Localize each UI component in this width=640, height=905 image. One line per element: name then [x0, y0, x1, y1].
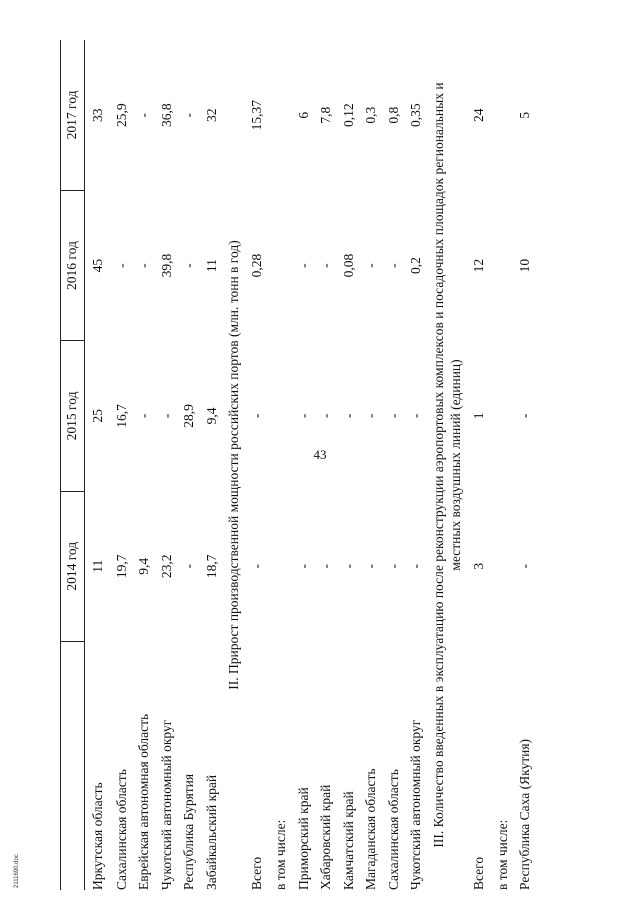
header-year-2017: 2017 год — [61, 40, 85, 190]
row-value: - — [340, 564, 356, 569]
row-name: Магаданская область — [363, 768, 378, 890]
row-name: Камчатский край — [340, 791, 356, 890]
section-heading-row — [223, 40, 244, 890]
row-name: в том числе: — [494, 819, 510, 890]
row-name: Республика Саха (Якутия) — [517, 738, 532, 890]
row-name: Иркутская область — [89, 782, 105, 890]
row-value: 0,12 — [340, 103, 356, 128]
row-value: - — [385, 564, 401, 569]
row-value: - — [136, 413, 151, 419]
row-value: 33 — [89, 108, 105, 122]
row-value: 11 — [89, 559, 105, 573]
row-value: - — [136, 263, 151, 268]
row-value — [492, 491, 515, 641]
row-value: - — [340, 413, 356, 419]
row-value: - — [181, 112, 196, 118]
row-value: - — [363, 413, 378, 419]
row-name: Сахалинская область — [113, 769, 129, 890]
row-value: - — [385, 263, 401, 268]
row-value: 3 — [470, 562, 486, 570]
row-name: Хабаровский край — [318, 784, 333, 890]
row-name: Забайкальский край — [203, 774, 219, 890]
row-name: в том числе: — [273, 819, 288, 890]
page-number: 43 — [313, 447, 327, 462]
row-value: 9,4 — [203, 407, 219, 425]
row-value: 15,37 — [249, 100, 264, 131]
row-name: Еврейская автономная область — [136, 713, 151, 890]
header-row — [61, 40, 85, 890]
row-name: Чукотский автономный округ — [408, 719, 423, 890]
row-value: 10 — [517, 258, 532, 273]
row-name: Чукотский автономный округ — [158, 719, 174, 890]
row-value: 19,7 — [113, 554, 129, 579]
row-value: - — [363, 564, 378, 569]
footer-document-code: 2111690.doc — [14, 854, 20, 888]
row-value — [270, 190, 293, 340]
row-value: - — [181, 564, 196, 569]
row-value: 12 — [470, 258, 486, 273]
row-value: 5 — [517, 111, 532, 119]
row-name: Сахалинская область — [385, 769, 401, 890]
row-value: 24 — [470, 108, 486, 122]
table-row — [405, 40, 428, 890]
header-year-2015: 2015 год — [61, 341, 85, 491]
row-value: 23,2 — [158, 554, 174, 579]
row-value: - — [295, 263, 311, 268]
row-value: 0,3 — [363, 106, 378, 124]
row-value: - — [517, 564, 532, 569]
row-value: 11 — [203, 259, 219, 273]
row-value: - — [249, 413, 264, 419]
table-row — [383, 40, 406, 890]
row-value: - — [295, 413, 311, 419]
row-value: - — [408, 564, 423, 569]
row-value: - — [318, 263, 333, 268]
row-value — [270, 341, 293, 491]
row-value: - — [181, 263, 196, 268]
row-value: 6 — [295, 111, 311, 119]
row-value: 25 — [89, 409, 105, 423]
header-empty-cell — [61, 641, 85, 890]
row-value: 7,8 — [318, 106, 333, 124]
table-row — [338, 40, 361, 890]
row-value: - — [158, 413, 174, 419]
table-row — [84, 40, 111, 890]
table-row — [178, 40, 201, 890]
table-row — [466, 40, 492, 890]
row-name: Республика Бурятия — [181, 773, 196, 890]
row-value: - — [363, 263, 378, 268]
row-value: - — [295, 564, 311, 569]
row-value: 32 — [203, 108, 219, 122]
table-row — [514, 40, 537, 890]
row-value: 1 — [470, 412, 486, 420]
section-heading-row — [428, 40, 466, 890]
table-row — [111, 40, 134, 890]
row-value: 0,2 — [408, 257, 423, 274]
table-row — [360, 40, 383, 890]
row-value: 9,4 — [136, 557, 151, 575]
row-value: 0,35 — [408, 103, 423, 128]
table-row — [293, 40, 316, 890]
table-row — [156, 40, 179, 890]
row-value: 25,9 — [113, 103, 129, 128]
rotated-table-sheet — [60, 40, 640, 890]
row-name: Всего — [249, 856, 264, 890]
row-value: - — [249, 564, 264, 569]
row-name: Всего — [470, 856, 486, 890]
header-year-2014: 2014 год — [61, 491, 85, 641]
section-3-title: III. Количество введенных в эксплуатацию после реконструкции аэропортовых комплексов и посадочных площадок региональных и местных воздушных линий (единиц) — [430, 82, 463, 848]
row-value — [492, 40, 515, 190]
table-row — [244, 40, 270, 890]
row-value — [270, 40, 293, 190]
table-row — [492, 40, 515, 890]
row-name: Приморский край — [295, 787, 311, 890]
table-row — [201, 40, 224, 890]
row-value: 16,7 — [113, 404, 129, 428]
row-value: - — [385, 413, 401, 419]
row-value: 39,8 — [158, 253, 174, 278]
row-value: - — [113, 263, 129, 268]
row-value: - — [318, 413, 333, 419]
table-row — [270, 40, 293, 890]
row-value: - — [318, 564, 333, 569]
row-value: - — [517, 413, 532, 419]
header-year-2016: 2016 год — [61, 190, 85, 340]
row-value: 18,7 — [203, 554, 219, 579]
table-row — [133, 40, 156, 890]
row-value: 0,28 — [249, 253, 264, 278]
row-value: 28,9 — [181, 404, 196, 428]
section-2-title: II. Прирост производственной мощности российских портов (млн. тонн в год) — [226, 240, 241, 690]
row-value: 0,8 — [385, 106, 401, 124]
row-value — [270, 491, 293, 641]
row-value — [492, 341, 515, 491]
row-value — [492, 190, 515, 340]
row-value: 36,8 — [158, 103, 174, 128]
row-value: 45 — [89, 258, 105, 273]
row-value: - — [136, 112, 151, 118]
row-value: 0,08 — [340, 253, 356, 278]
table-row — [315, 40, 338, 890]
row-value: - — [408, 413, 423, 419]
data-table — [60, 40, 537, 890]
